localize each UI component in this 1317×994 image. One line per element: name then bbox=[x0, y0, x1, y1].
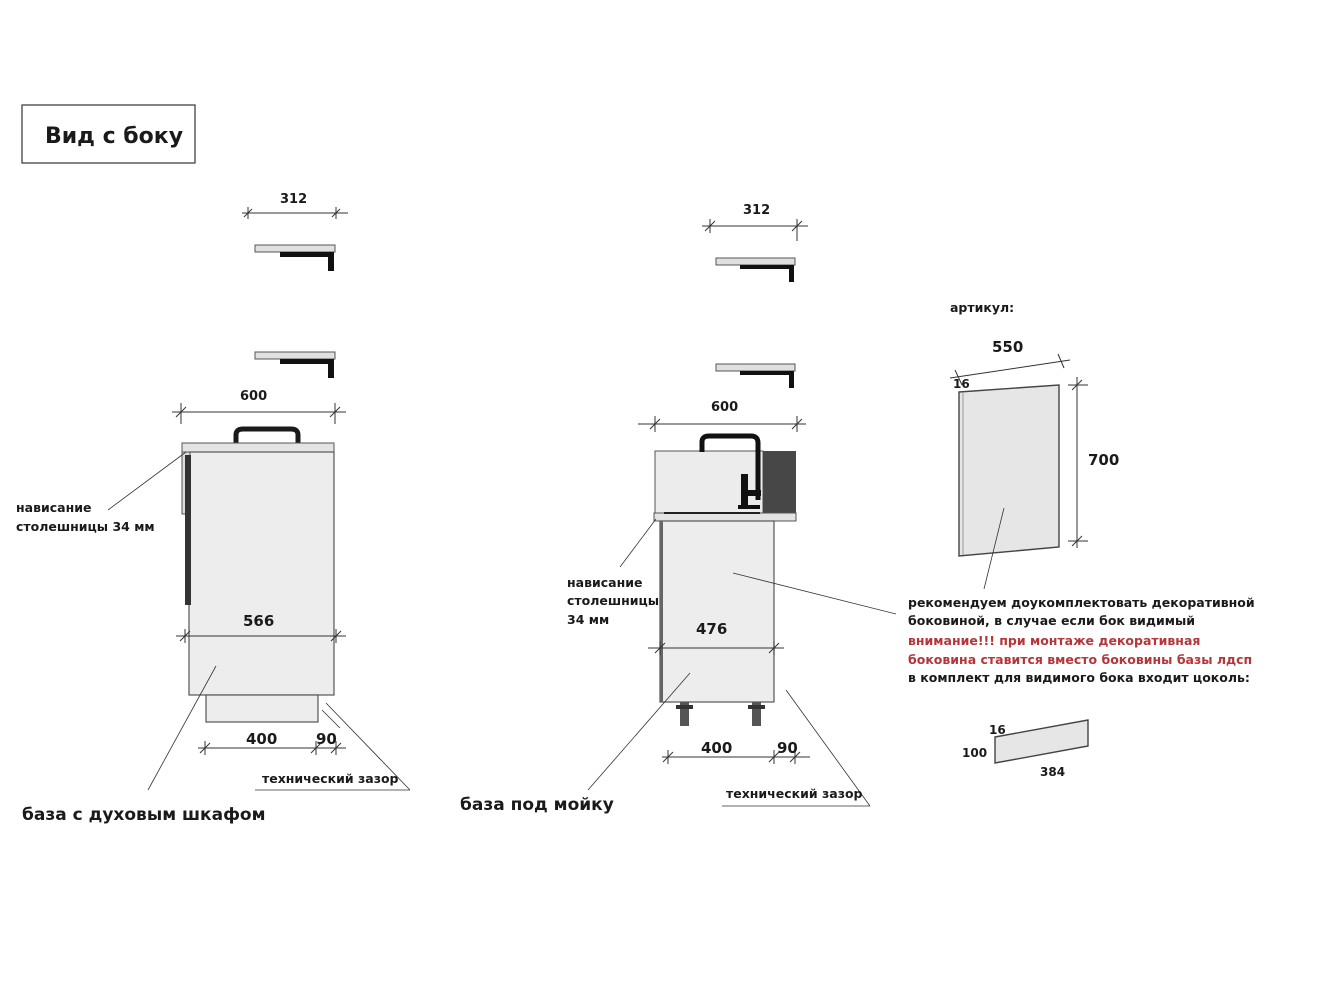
overhang-leader bbox=[620, 519, 656, 567]
caption-leader bbox=[148, 666, 216, 790]
panel-width-label: 550 bbox=[992, 338, 1024, 356]
oven-handle-icon bbox=[236, 429, 298, 444]
top-width-label: 600 bbox=[240, 389, 268, 404]
countertop bbox=[182, 443, 334, 452]
tech-gap-label: технический зазор bbox=[726, 786, 863, 801]
gap-label: 90 bbox=[316, 730, 337, 748]
panel-warning-line2: боковина ставится вместо боковины базы лдсп bbox=[908, 652, 1253, 667]
top-width-label: 600 bbox=[711, 400, 739, 415]
plinth-depth-label: 400 bbox=[701, 739, 733, 757]
cabinet-body bbox=[189, 452, 334, 695]
overhang-leader bbox=[108, 452, 186, 510]
wall-shelf-lower bbox=[716, 364, 795, 388]
top-width-dimension bbox=[638, 400, 806, 432]
shelf-width-label: 312 bbox=[743, 203, 771, 218]
depth-label: 476 bbox=[696, 620, 728, 638]
caption-leader bbox=[588, 673, 690, 790]
plinth-piece bbox=[962, 720, 1088, 779]
title-box bbox=[22, 105, 195, 163]
oven-base-caption: база с духовым шкафом bbox=[22, 805, 266, 825]
overhang-label-line2: столешницы 34 мм bbox=[16, 519, 155, 534]
panel-thickness-label: 16 bbox=[953, 377, 970, 391]
gap-label: 90 bbox=[777, 739, 798, 757]
sink-base-caption: база под мойку bbox=[460, 795, 614, 815]
tech-gap-label: технический зазор bbox=[262, 771, 399, 786]
plinth-dimension bbox=[198, 730, 346, 755]
shelf-width-dimension bbox=[702, 203, 808, 241]
article-label: артикул: bbox=[950, 300, 1015, 315]
oven-base-cabinet bbox=[16, 192, 410, 825]
depth-label: 566 bbox=[243, 612, 275, 630]
plinth-shape bbox=[995, 720, 1088, 763]
sink-base-cabinet bbox=[460, 203, 896, 815]
plinth-thickness-label: 16 bbox=[989, 723, 1006, 737]
countertop bbox=[654, 513, 796, 521]
shelf-width-label: 312 bbox=[280, 192, 308, 207]
overhang-label-line2: столешницы bbox=[567, 593, 660, 608]
shelf-width-dimension bbox=[242, 192, 348, 219]
cabinet-body bbox=[660, 521, 774, 702]
panel-height-label: 700 bbox=[1088, 451, 1120, 469]
page-title: Вид с боку bbox=[45, 124, 184, 149]
overhang-label-line3: 34 мм bbox=[567, 612, 610, 627]
overhang-label-line1: нависание bbox=[16, 500, 92, 515]
plinth-block bbox=[206, 695, 318, 722]
top-width-dimension bbox=[172, 389, 346, 424]
side-panel-shape bbox=[959, 385, 1059, 556]
panel-warning-line1: внимание!!! при монтаже декоративная bbox=[908, 633, 1201, 648]
plinth-length-label: 384 bbox=[1040, 765, 1066, 779]
plinth-depth-label: 400 bbox=[246, 730, 278, 748]
decorative-side-panel bbox=[908, 300, 1255, 685]
wall-shelf-upper bbox=[716, 258, 795, 282]
wall-shelf-upper bbox=[255, 245, 335, 271]
panel-note-line2: боковиной, в случае если бок видимый bbox=[908, 613, 1196, 628]
plinth-note: в комплект для видимого бока входит цоколь: bbox=[908, 670, 1250, 685]
wall-shelf-lower bbox=[255, 352, 335, 378]
plinth-dimension bbox=[662, 739, 810, 764]
panel-note-line1: рекомендуем доукомплектовать декоративной bbox=[908, 595, 1255, 610]
plinth-height-label: 100 bbox=[962, 746, 988, 760]
overhang-label-line1: нависание bbox=[567, 575, 643, 590]
